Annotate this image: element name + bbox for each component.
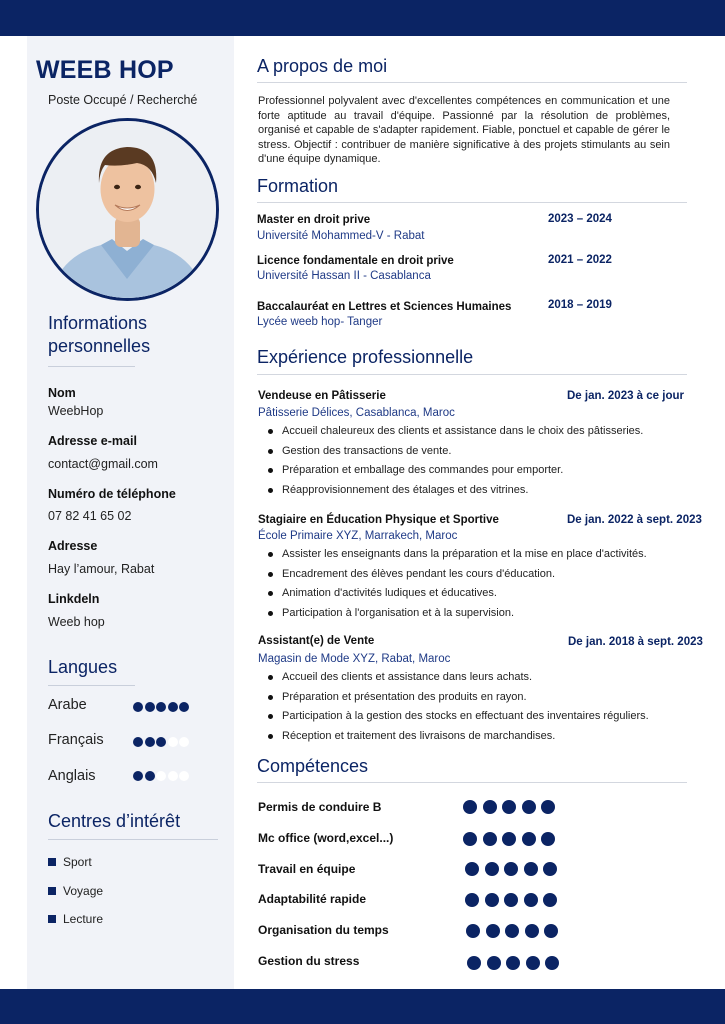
skill-dot-filled	[506, 956, 520, 970]
skill-dot-filled	[487, 956, 501, 970]
interests-title: Centres d’intérêt	[48, 811, 181, 831]
info-label-address: Adresse	[48, 539, 98, 553]
level-dot-filled	[156, 702, 166, 712]
about-title: A propos de moi	[257, 56, 388, 76]
skill-dot-filled	[463, 832, 477, 846]
job-place: École Primaire XYZ, Marrakech, Maroc	[258, 530, 458, 542]
level-dot-filled	[133, 702, 143, 712]
profile-photo	[36, 118, 219, 301]
languages-divider	[48, 685, 135, 686]
level-dot-filled	[179, 702, 189, 712]
skill-dot-filled	[543, 893, 557, 907]
skills-title: Compétences	[257, 756, 369, 776]
bullet-icon	[268, 488, 273, 493]
skill-dot-filled	[505, 924, 519, 938]
skill-dot-filled	[483, 832, 497, 846]
bullet-icon	[268, 675, 273, 680]
skill-level	[465, 862, 557, 876]
bullet-icon	[268, 591, 273, 596]
interest-item: Sport	[48, 855, 92, 869]
job-bullet-item: Préparation et emballage des commandes pour emporter.	[268, 461, 643, 481]
info-label-email: Adresse e-mail	[48, 434, 137, 448]
job-place: Magasin de Mode XYZ, Rabat, Maroc	[258, 653, 451, 665]
skill-dot-filled	[463, 800, 477, 814]
skill-dot-filled	[524, 893, 538, 907]
bullet-icon	[268, 734, 273, 739]
job-place: Pâtisserie Délices, Casablanca, Maroc	[258, 407, 455, 419]
skill-dot-filled	[543, 862, 557, 876]
education-school: Université Hassan II - Casablanca	[257, 270, 431, 282]
skill-dot-filled	[466, 924, 480, 938]
job-dates: De jan. 2018 à sept. 2023	[568, 636, 703, 648]
skill-name: Gestion du stress	[258, 954, 360, 968]
skill-dot-filled	[526, 956, 540, 970]
bullet-icon	[268, 429, 273, 434]
education-degree: Licence fondamentale en droit prive	[257, 255, 454, 267]
skill-dot-filled	[486, 924, 500, 938]
bullet-icon	[268, 695, 273, 700]
level-dot-empty	[179, 737, 189, 747]
language-name: Français	[48, 732, 104, 748]
skill-name: Mc office (word,excel...)	[258, 831, 394, 845]
info-value-email[interactable]: contact@gmail.com	[48, 457, 158, 471]
skill-dot-filled	[504, 862, 518, 876]
skill-dot-filled	[465, 862, 479, 876]
skill-dot-filled	[544, 924, 558, 938]
job-title: Stagiaire en Éducation Physique et Sportive	[258, 514, 499, 526]
job-bullet-item: Préparation et présentation des produits en rayon.	[268, 688, 649, 708]
info-value-address: Hay l’amour, Rabat	[48, 562, 155, 576]
job-bullets	[268, 668, 649, 746]
bullet-icon	[268, 449, 273, 454]
job-bullet-item: Encadrement des élèves pendant les cours d'éducation.	[268, 565, 647, 585]
skill-dot-filled	[467, 956, 481, 970]
square-bullet-icon	[48, 887, 56, 895]
info-label-phone: Numéro de téléphone	[48, 487, 176, 501]
skill-dot-filled	[525, 924, 539, 938]
language-level	[133, 737, 189, 747]
bullet-icon	[268, 552, 273, 557]
level-dot-filled	[145, 737, 155, 747]
job-title: Assistant(e) de Vente	[258, 635, 375, 647]
language-level	[133, 702, 189, 712]
person-illustration	[39, 121, 216, 298]
job-title: Vendeuse en Pâtisserie	[258, 390, 386, 402]
job-bullet-item: Accueil chaleureux des clients et assistance dans le choix des pâtisseries.	[268, 422, 643, 442]
skill-dot-filled	[545, 956, 559, 970]
job-bullets	[268, 545, 647, 623]
language-name: Anglais	[48, 768, 96, 784]
job-bullet-item: Assister les enseignants dans la préparation et la mise en place d'activités.	[268, 545, 647, 565]
candidate-name: WEEB HOP	[36, 56, 174, 84]
skill-name: Organisation du temps	[258, 923, 389, 937]
skill-dot-filled	[541, 832, 555, 846]
skill-dot-filled	[483, 800, 497, 814]
level-dot-filled	[156, 737, 166, 747]
personal-info-divider	[48, 366, 135, 367]
square-bullet-icon	[48, 915, 56, 923]
skill-dot-filled	[541, 800, 555, 814]
education-dates: 2018 – 2019	[548, 299, 612, 311]
skill-dot-filled	[502, 832, 516, 846]
skill-dot-filled	[465, 893, 479, 907]
bottom-banner	[0, 989, 725, 1024]
experience-title: Expérience professionnelle	[257, 347, 474, 367]
languages-title: Langues	[48, 657, 118, 677]
bullet-icon	[268, 468, 273, 473]
about-text: Professionnel polyvalent avec d'excellentes compétences en communication et une forte aptitude au travail d'équipe. Passionné par la résolution de problèmes, organisé et capable de s'adapter rapidement. Fiable, ponctuel et capable de gérer le stress. Objectif : contribuer de manière significative à des projets stimulants au sein d'une équipe dynamique.	[258, 95, 670, 166]
education-dates: 2023 – 2024	[548, 213, 612, 225]
bullet-icon	[268, 572, 273, 577]
skill-level	[465, 893, 557, 907]
skill-dot-filled	[502, 800, 516, 814]
level-dot-filled	[133, 771, 143, 781]
education-title: Formation	[257, 176, 339, 196]
skill-dot-filled	[522, 832, 536, 846]
education-divider	[257, 202, 687, 203]
candidate-role: Poste Occupé / Recherché	[48, 93, 198, 107]
level-dot-filled	[145, 771, 155, 781]
job-dates: De jan. 2023 à ce jour	[567, 390, 684, 402]
personal-info-title: Informations personnelles	[48, 313, 151, 356]
job-bullet-item: Gestion des transactions de vente.	[268, 442, 643, 462]
job-bullet-item: Participation à l'organisation et à la supervision.	[268, 604, 647, 624]
about-divider	[257, 82, 687, 83]
level-dot-filled	[168, 702, 178, 712]
education-school: Université Mohammed-V - Rabat	[257, 230, 425, 242]
interests-divider	[48, 839, 218, 840]
skill-dot-filled	[504, 893, 518, 907]
level-dot-filled	[133, 737, 143, 747]
language-level	[133, 771, 189, 781]
education-degree: Baccalauréat en Lettres et Sciences Humaines	[257, 301, 512, 313]
info-value-phone[interactable]: 07 82 41 65 02	[48, 509, 132, 523]
skill-name: Permis de conduire B	[258, 800, 382, 814]
language-name: Arabe	[48, 697, 87, 713]
level-dot-empty	[168, 771, 178, 781]
skill-level	[466, 924, 558, 938]
job-dates: De jan. 2022 à sept. 2023	[567, 514, 702, 526]
education-degree: Master en droit prive	[257, 214, 371, 226]
skill-dot-filled	[522, 800, 536, 814]
bullet-icon	[268, 714, 273, 719]
level-dot-filled	[145, 702, 155, 712]
skill-level	[463, 800, 555, 814]
interest-item: Voyage	[48, 884, 103, 898]
skill-level	[463, 832, 555, 846]
job-bullet-item: Réapprovisionnement des étalages et des vitrines.	[268, 481, 643, 501]
bullet-icon	[268, 611, 273, 616]
level-dot-empty	[168, 737, 178, 747]
job-bullet-item: Réception et traitement des livraisons de marchandises.	[268, 727, 649, 747]
skill-level	[467, 956, 559, 970]
job-bullets	[268, 422, 643, 500]
info-value-linkedin[interactable]: Weeb hop	[48, 615, 105, 629]
education-school: Lycée weeb hop- Tanger	[257, 316, 383, 328]
level-dot-empty	[179, 771, 189, 781]
top-banner	[0, 0, 725, 36]
level-dot-empty	[156, 771, 166, 781]
interest-item: Lecture	[48, 912, 103, 926]
skill-dot-filled	[485, 893, 499, 907]
skill-name: Travail en équipe	[258, 862, 356, 876]
job-bullet-item: Accueil des clients et assistance dans leurs achats.	[268, 668, 649, 688]
education-dates: 2021 – 2022	[548, 254, 612, 266]
info-value-name: WeebHop	[48, 404, 104, 418]
info-label-name: Nom	[48, 386, 76, 400]
experience-divider	[257, 374, 687, 375]
job-bullet-item: Participation à la gestion des stocks en effectuant des inventaires réguliers.	[268, 707, 649, 727]
skill-name: Adaptabilité rapide	[258, 892, 367, 906]
skill-dot-filled	[485, 862, 499, 876]
job-bullet-item: Animation d'activités ludiques et éducatives.	[268, 584, 647, 604]
square-bullet-icon	[48, 858, 56, 866]
skills-divider	[257, 782, 687, 783]
skill-dot-filled	[524, 862, 538, 876]
info-label-linkedin: Linkdeln	[48, 592, 100, 606]
